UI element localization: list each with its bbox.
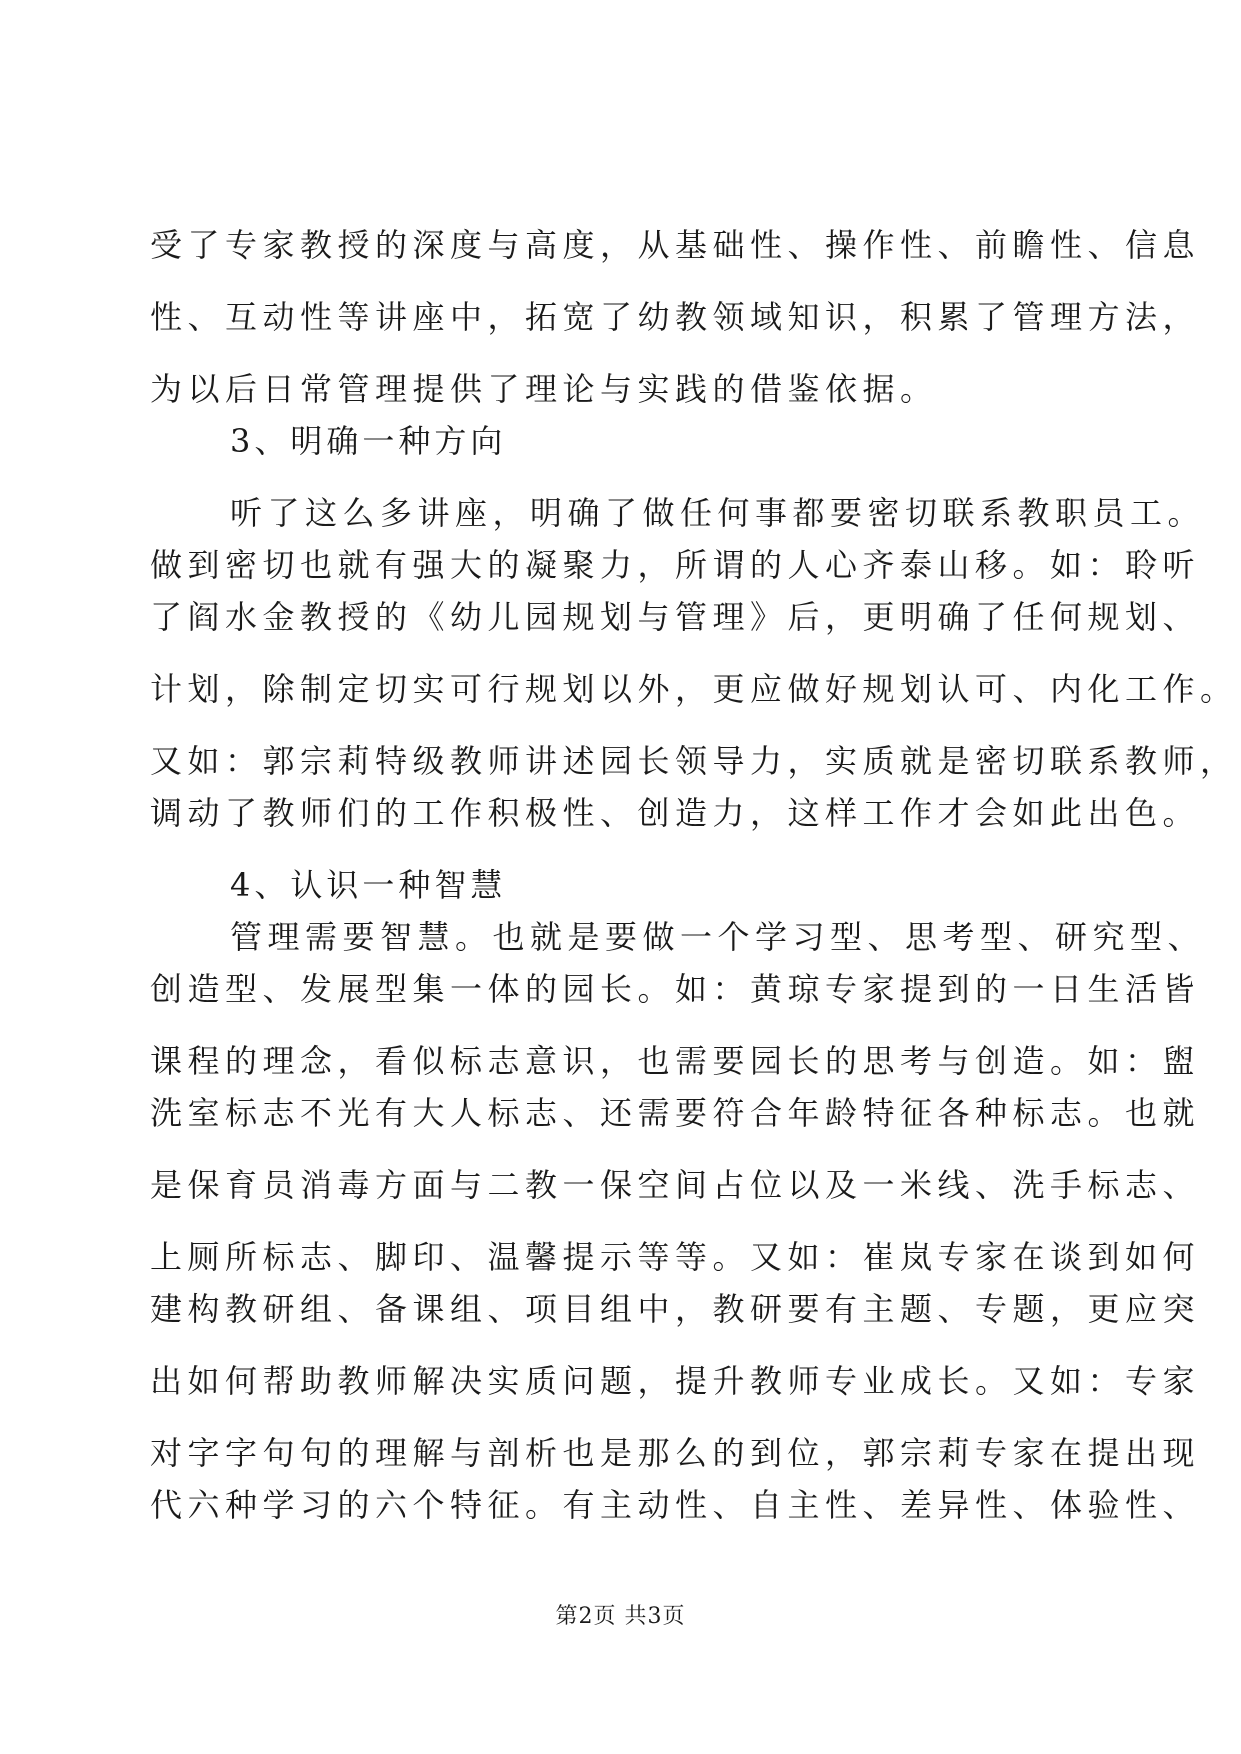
body-line: 创造型、发展型集一体的园长。如：黄琼专家提到的一日生活皆 bbox=[150, 970, 1201, 1008]
body-line: 课程的理念，看似标志意识，也需要园长的思考与创造。如：盥 bbox=[150, 1042, 1201, 1080]
section-heading-3: 3、明确一种方向 bbox=[230, 422, 507, 460]
body-line: 代六种学习的六个特征。有主动性、自主性、差异性、体验性、 bbox=[150, 1486, 1201, 1524]
page-footer: 第2页 共3页 bbox=[555, 1604, 686, 1629]
body-line: 又如：郭宗莉特级教师讲述园长领导力，实质就是密切联系教师， bbox=[150, 742, 1238, 780]
paragraph-first-line: 听了这么多讲座，明确了做任何事都要密切联系教职员工。 bbox=[230, 494, 1206, 532]
body-line: 调动了教师们的工作积极性、创造力，这样工作才会如此出色。 bbox=[150, 794, 1201, 832]
body-line: 计划，除制定切实可行规划以外，更应做好规划认可、内化工作。 bbox=[150, 670, 1238, 708]
body-line: 上厕所标志、脚印、温馨提示等等。又如：崔岚专家在谈到如何 bbox=[150, 1238, 1201, 1276]
body-line: 是保育员消毒方面与二教一保空间占位以及一米线、洗手标志、 bbox=[150, 1166, 1201, 1204]
body-line: 了阎水金教授的《幼儿园规划与管理》后，更明确了任何规划、 bbox=[150, 598, 1201, 636]
body-line: 性、互动性等讲座中，拓宽了幼教领域知识，积累了管理方法， bbox=[150, 298, 1201, 336]
paragraph-first-line: 管理需要智慧。也就是要做一个学习型、思考型、研究型、 bbox=[230, 918, 1206, 956]
body-line: 受了专家教授的深度与高度，从基础性、操作性、前瞻性、信息 bbox=[150, 226, 1201, 264]
body-line: 建构教研组、备课组、项目组中，教研要有主题、专题，更应突 bbox=[150, 1290, 1201, 1328]
section-heading-4: 4、认识一种智慧 bbox=[230, 866, 507, 904]
body-line: 洗室标志不光有大人标志、还需要符合年龄特征各种标志。也就 bbox=[150, 1094, 1201, 1132]
body-line: 为以后日常管理提供了理论与实践的借鉴依据。 bbox=[150, 370, 938, 408]
body-line: 出如何帮助教师解决实质问题，提升教师专业成长。又如：专家 bbox=[150, 1362, 1201, 1400]
body-line: 对字字句句的理解与剖析也是那么的到位，郭宗莉专家在提出现 bbox=[150, 1434, 1201, 1472]
body-line: 做到密切也就有强大的凝聚力，所谓的人心齐泰山移。如：聆听 bbox=[150, 546, 1201, 584]
